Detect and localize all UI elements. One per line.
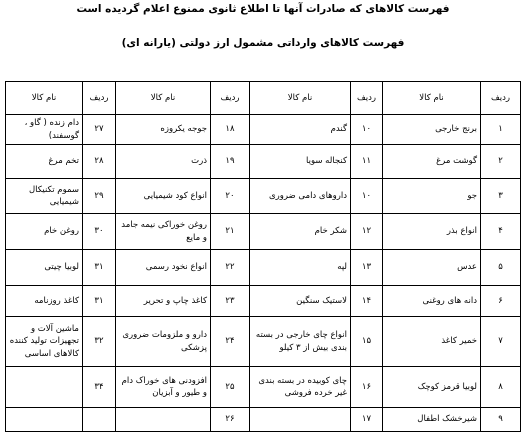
row-number: ۲۷	[83, 115, 116, 145]
row-number: ۱۲	[351, 214, 383, 250]
row-number: ۱۱	[351, 145, 383, 179]
table-row	[6, 214, 521, 250]
row-number: ۱۵	[351, 317, 383, 367]
row-number: ۸	[481, 367, 521, 408]
row-number: ۱۷	[351, 408, 383, 432]
table-row	[6, 179, 521, 214]
item-name: لپه	[250, 250, 351, 286]
item-name: کنجاله سویا	[250, 145, 351, 179]
item-name: شیرخشک اطفال	[383, 408, 481, 432]
row-number: ۱۸	[211, 115, 250, 145]
row-number: ۲۳	[211, 286, 250, 317]
item-name: چای کوبیده در بسته بندی غیر خرده فروشی	[250, 367, 351, 408]
item-name: برنج خارجی	[383, 115, 481, 145]
row-number: ۴	[481, 214, 521, 250]
row-number: ۳	[481, 179, 521, 214]
row-number: ۱۳	[351, 250, 383, 286]
page-subtitle: فهرست کالاهای وارداتی مشمول ارز دولتی (یارانه ای)	[121, 37, 405, 49]
row-number: ۲۹	[83, 179, 116, 214]
item-name: کاغذ روزنامه	[6, 286, 83, 317]
item-name	[6, 408, 83, 432]
row-number	[83, 408, 116, 432]
table-row	[6, 367, 521, 408]
item-name: عدس	[383, 250, 481, 286]
item-name: روغن خام	[6, 214, 83, 250]
row-number: ۳۰	[83, 214, 116, 250]
item-name: خمیر کاغذ	[383, 317, 481, 367]
item-name: افزودنی های خوراک دام و طیور و آبزیان	[116, 367, 211, 408]
row-number: ۷	[481, 317, 521, 367]
table-row	[6, 286, 521, 317]
item-name: دانه های روغنی	[383, 286, 481, 317]
row-number: ۱۹	[211, 145, 250, 179]
item-name	[250, 408, 351, 432]
item-name: جو	[383, 179, 481, 214]
header-row-number: ردیف	[211, 82, 250, 115]
table-row	[6, 408, 521, 432]
item-name: سموم تکنیکال شیمیایی	[6, 179, 83, 214]
item-name: لوبیا چیتی	[6, 250, 83, 286]
item-name: شکر خام	[250, 214, 351, 250]
header-item-name: نام کالا	[116, 82, 211, 115]
item-name: انواع بذر	[383, 214, 481, 250]
item-name: لوبیا قرمز کوچک	[383, 367, 481, 408]
item-name: دام زنده ( گاو ، گوسفند)	[6, 115, 83, 145]
item-name: انواع نخود رسمی	[116, 250, 211, 286]
row-number: ۲	[481, 145, 521, 179]
row-number: ۳۴	[83, 367, 116, 408]
table-row	[6, 317, 521, 367]
row-number: ۱۰	[351, 115, 383, 145]
row-number: ۲۵	[211, 367, 250, 408]
table-row	[6, 115, 521, 145]
item-name: انواع کود شیمیایی	[116, 179, 211, 214]
row-number: ۲۱	[211, 214, 250, 250]
header-row-number: ردیف	[83, 82, 116, 115]
header-row-number: ردیف	[481, 82, 521, 115]
item-name: ذرت	[116, 145, 211, 179]
header-item-name: نام کالا	[383, 82, 481, 115]
row-number: ۱۴	[351, 286, 383, 317]
table-row	[6, 145, 521, 179]
row-number: ۲۰	[211, 179, 250, 214]
header-item-name: نام کالا	[250, 82, 351, 115]
item-name	[6, 367, 83, 408]
item-name: روغن خوراکی نیمه جامد و مایع	[116, 214, 211, 250]
row-number: ۵	[481, 250, 521, 286]
row-number: ۲۶	[211, 408, 250, 432]
row-number: ۳۱	[83, 250, 116, 286]
page-title: فهرست کالاهای که صادرات آنها تا اطلاع ثانوی ممنوع اعلام گردیده است	[76, 3, 450, 15]
goods-table	[5, 81, 521, 432]
item-name: داروهای دامی ضروری	[250, 179, 351, 214]
item-name: گوشت مرغ	[383, 145, 481, 179]
row-number: ۳۲	[83, 317, 116, 367]
item-name: ماشین آلات و تجهیزات تولید کننده کالاهای اساسی	[6, 317, 83, 367]
row-number: ۲۲	[211, 250, 250, 286]
item-name	[116, 408, 211, 432]
row-number: ۱۰	[351, 179, 383, 214]
item-name: دارو و ملزومات ضروری پزشکی	[116, 317, 211, 367]
row-number: ۲۸	[83, 145, 116, 179]
table-header-row	[6, 82, 521, 115]
row-number: ۹	[481, 408, 521, 432]
item-name: تخم مرغ	[6, 145, 83, 179]
row-number: ۳۱	[83, 286, 116, 317]
table-row	[6, 250, 521, 286]
header-item-name: نام کالا	[6, 82, 83, 115]
item-name: گندم	[250, 115, 351, 145]
item-name: لاستیک سنگین	[250, 286, 351, 317]
row-number: ۱	[481, 115, 521, 145]
row-number: ۶	[481, 286, 521, 317]
row-number: ۱۶	[351, 367, 383, 408]
item-name: انواع چای خارجی در بسته بندی بیش از ۳ کیلو	[250, 317, 351, 367]
item-name: کاغذ چاپ و تحریر	[116, 286, 211, 317]
row-number: ۲۴	[211, 317, 250, 367]
item-name: جوجه یکروزه	[116, 115, 211, 145]
header-row-number: ردیف	[351, 82, 383, 115]
